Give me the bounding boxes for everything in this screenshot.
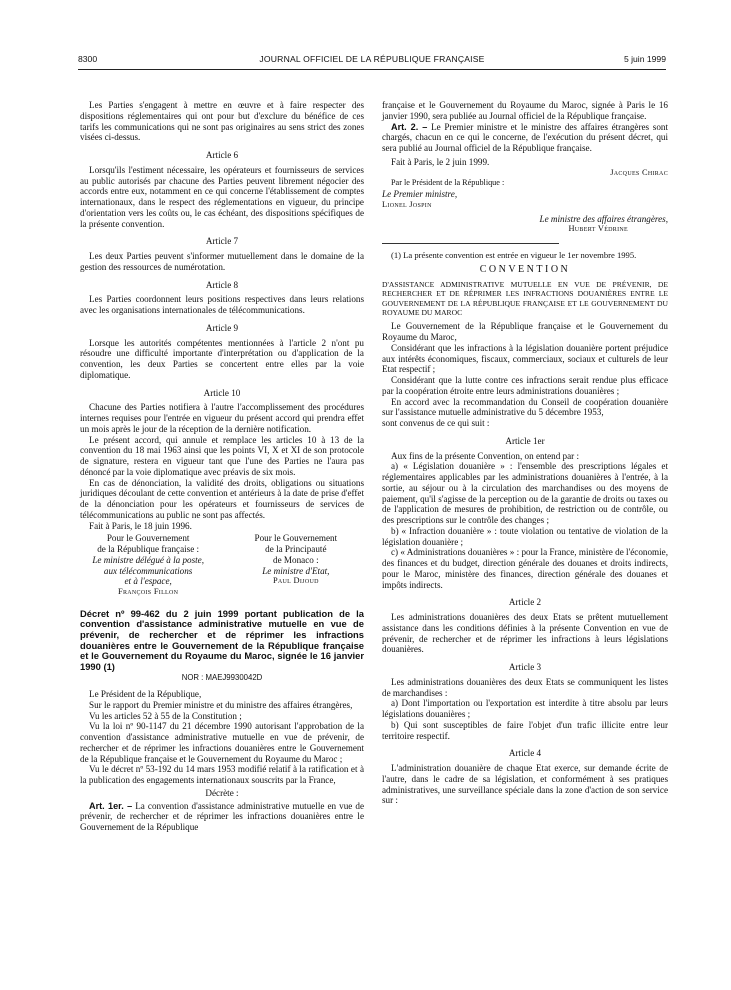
paragraph: Les administrations douanières des deux Etats se communiquent les listes de marchandises : — [382, 676, 668, 698]
article-heading: Article 1er — [505, 435, 545, 446]
paragraph: b) Qui sont susceptibles de faire l'objet d'un trafic illicite entre leur territoire respectif. — [382, 719, 668, 741]
paragraph: Lorsqu'ils l'estiment nécessaire, les opérateurs et fournisseurs de services au public autorisés par chacune des Parties peuvent librement négocier des accords entre eux, notamment en ce qui concerne l'établissement de comptes internationaux, dans le respect des réglementations en vigueur, du principe d'orientation vers les coûts ou, le cas échéant, des dispositions spécifiques de la présente convention. — [80, 164, 364, 229]
paragraph: Chacune des Parties notifiera à l'autre l'accomplissement des procédures internes requises pour l'entrée en vigueur du présent accord qui prendra effet un mois après le jour de la réception de la dernière notification. — [80, 402, 364, 434]
paragraph: Vu les articles 52 à 55 de la Constitution ; — [89, 710, 242, 721]
paragraph: Le Gouvernement de la République française et le Gouvernement du Royaume du Maroc, — [382, 321, 668, 343]
article-label: Art. 2. – — [391, 121, 428, 132]
article-heading: Article 6 — [205, 150, 239, 160]
signature-line: de la République française : — [97, 544, 200, 554]
paragraph: Sur le rapport du Premier ministre et du ministre des affaires étrangères, — [89, 699, 353, 710]
signature-france — [80, 533, 216, 598]
header-rule — [78, 69, 666, 70]
paragraph: a) « Législation douanière » : l'ensemble des prescriptions légales et réglementaires applicables par les administrations douanières à l'entrée, à la sortie, au séjour ou à la circulation des marchandises ou des moyens de paiement, qu'il s'agisse de la perception ou de la garantie de droits ou taxes ou de l'application de mesures de prohibition, de restriction ou de contrôle, ou des prescriptions sur le contrôle des changes ; — [382, 461, 668, 526]
article-heading: Article 9 — [205, 322, 239, 333]
signatory-name: Paul Dijoud — [272, 576, 319, 586]
journal-title: JOURNAL OFFICIEL DE LA RÉPUBLIQUE FRANÇAISE — [259, 54, 485, 64]
signature-line: Par le Président de la République : — [391, 178, 505, 188]
decree-title: Décret nº 99-462 du 2 juin 1999 portant publication de la convention d'assistance administrative mutuelle en vue de prévenir, de rechercher et de réprimer les infractions douanières entre le Gouvernement de la République française et le Gouvernement du Royaume du Maroc, signée le 16 janvier 1990 (1) — [80, 607, 364, 672]
paragraph: Les administrations douanières des deux Etats se prêtent mutuellement assistance dans les conditions définies à la présente Convention en vue de prévenir, de rechercher et de réprimer les infractions à leurs législations douanières. — [382, 612, 668, 655]
article-heading: Article 8 — [205, 279, 239, 290]
signatory-name: François Fillon — [118, 587, 179, 596]
paragraph: L'administration douanière de chaque Etat exerce, sur demande écrite de l'autre, dans le cadre de sa législation, et conformément à ses pratiques administratives, une surveillance spéciale dans la zone d'action de son service sur : — [382, 763, 668, 806]
signature-line: et à l'espace, — [124, 576, 172, 587]
paragraph: Considérant que la lutte contre ces infractions serait rendue plus efficace par la coopération étroite entre leurs administrations douanières ; — [382, 375, 668, 396]
signature-line: de la Principauté — [265, 544, 327, 554]
signature-line: Le Premier ministre, — [382, 189, 458, 199]
left-column — [80, 100, 364, 833]
nor-reference: NOR : MAEJ9930042D — [181, 673, 263, 683]
signatory-name: Jacques Chirac — [610, 167, 668, 177]
signature-line: Pour le Gouvernement — [254, 533, 338, 544]
signature-line: Le ministre d'Etat, — [262, 565, 330, 576]
article-heading: Article 4 — [508, 748, 542, 759]
paragraph: Les Parties s'engagent à mettre en œuvre et à faire respecter des dispositions réglementaires qui ont pour but d'exclure du bénéfice de ces tarifs les communications qui ne sont pas originaires au sens strict des zones visées ci-dessus. — [80, 100, 364, 143]
paragraph: Vu le décret nº 53-192 du 14 mars 1953 modifié relatif à la ratification et à la publication des engagements internationaux souscrits par la France, — [80, 764, 364, 786]
paragraph: Les Parties coordonnent leurs positions respectives dans leurs relations avec les organisations internationales de télécommunications. — [80, 294, 364, 315]
issue-date: 5 juin 1999 — [623, 54, 666, 64]
paragraph: Considérant que les infractions à la législation douanière portent préjudice aux intérêts économiques, fiscaux, commerciaux, sociaux et culturels de leur Etat respectif ; — [382, 342, 668, 375]
signing-place-date: Fait à Paris, le 2 juin 1999. — [391, 156, 490, 167]
paragraph: Lorsque les autorités compétentes mentionnées à l'article 2 n'ont pu résoudre une difficulté importante d'interprétation ou d'application de la convention, les deux Parties se concertent entre elles par la voie diplomatique. — [80, 337, 364, 380]
article-heading: Article 3 — [508, 662, 542, 673]
signature-block — [80, 533, 364, 598]
paragraph: Le Président de la République, — [89, 689, 202, 700]
signature-monaco — [228, 533, 364, 598]
paragraph: Le présent accord, qui annule et remplace les articles 10 à 13 de la convention du 18 mai 1963 ainsi que les points VI, X et XI de son protocole de signature, restera en vigueur tant que l'une des Parties ne l'aura pas dénoncé par la voie diplomatique avec préavis de six mois. — [80, 434, 364, 477]
paragraph: a) Dont l'importation ou l'exportation est interdite à titre absolu par leurs législations douanières ; — [382, 698, 668, 720]
signatory-name: Lionel Jospin — [382, 199, 432, 209]
footnote: (1) La présente convention est entrée en vigueur le 1er novembre 1995. — [391, 250, 637, 260]
article-heading: Article 2 — [508, 597, 542, 608]
paragraph: En cas de dénonciation, la validité des droits, obligations ou situations juridiques découlant de cette convention et antérieurs à la date de prise d'effet de la dénonciation pour les opérateurs et fournisseurs de services de télécommunications au public ne sont pas affectés. — [80, 477, 364, 520]
article-text: La convention d'assistance administrative mutuelle en vue de prévenir, de rechercher et de réprimer les infractions douanières entre le Gouvernement de la République — [80, 800, 365, 833]
signature-line: Le ministre des affaires étrangères, — [539, 213, 668, 224]
decrete-label: Décrète : — [205, 787, 239, 798]
article-heading: Article 7 — [205, 236, 239, 247]
right-column — [382, 100, 668, 806]
signatory-name: Hubert Védrine — [568, 224, 628, 234]
article-2-paragraph — [382, 122, 668, 154]
convention-title: CONVENTION — [479, 264, 571, 275]
signature-line: aux télécommunications — [103, 565, 193, 576]
signature-line: Le ministre délégué à la poste, — [92, 554, 204, 565]
article-label: Art. 1er. – — [89, 800, 133, 811]
paragraph: Vu la loi nº 90-1147 du 21 décembre 1990 autorisant l'approbation de la convention d'assistance administrative mutuelle en vue de prévenir, de rechercher et de réprimer les infractions douanières entre le Gouvernement de la République française et le Gouvernement du Royaume du Maroc ; — [80, 721, 364, 764]
signing-place-date: Fait à Paris, le 18 juin 1996. — [89, 520, 192, 531]
page-number: 8300 — [78, 54, 98, 64]
paragraph: c) « Administrations douanières » : pour la France, ministère de l'économie, des finances et du budget, direction générale des douanes et droits indirects, pour le Maroc, ministère des finances, direction générale des douanes et impôts indirects. — [382, 547, 668, 590]
article-heading: Article 10 — [203, 387, 241, 398]
paragraph: sont convenus de ce qui suit : — [382, 418, 490, 429]
paragraph: Aux fins de la présente Convention, on entend par : — [391, 450, 580, 461]
convention-subtitle: D'ASSISTANCE ADMINISTRATIVE MUTUELLE EN VUE DE PRÉVENIR, DE RECHERCHER ET DE RÉPRIMER LES INFRACTIONS DOUANIÈRES ENTRE LE GOUVERNEMENT DE LA RÉPUBLIQUE FRANÇAISE ET LE GOUVERNEMENT DU ROYAUME DU MAROC — [382, 279, 668, 317]
article-1-paragraph — [80, 801, 364, 833]
page-header — [78, 54, 666, 68]
paragraph: Les deux Parties peuvent s'informer mutuellement dans le domaine de la gestion des ressources de numérotation. — [80, 251, 364, 272]
signature-line: de Monaco : — [273, 554, 319, 565]
paragraph: française et le Gouvernement du Royaume du Maroc, signée à Paris le 16 janvier 1990, sera publiée au Journal officiel de la République française. — [382, 100, 668, 121]
signature-line: Pour le Gouvernement — [106, 533, 190, 544]
footnote-rule — [382, 243, 559, 244]
paragraph: En accord avec la recommandation du Conseil de coopération douanière sur l'assistance mutuelle administrative du 5 décembre 1953, — [382, 396, 668, 418]
article-text: Le Premier ministre et le ministre des affaires étrangères sont chargés, chacun en ce qui le concerne, de l'exécution du présent décret, qui sera publié au Journal officiel de la République française. — [382, 121, 669, 153]
paragraph: b) « Infraction douanière » : toute violation ou tentative de violation de la législation douanière ; — [382, 525, 668, 547]
